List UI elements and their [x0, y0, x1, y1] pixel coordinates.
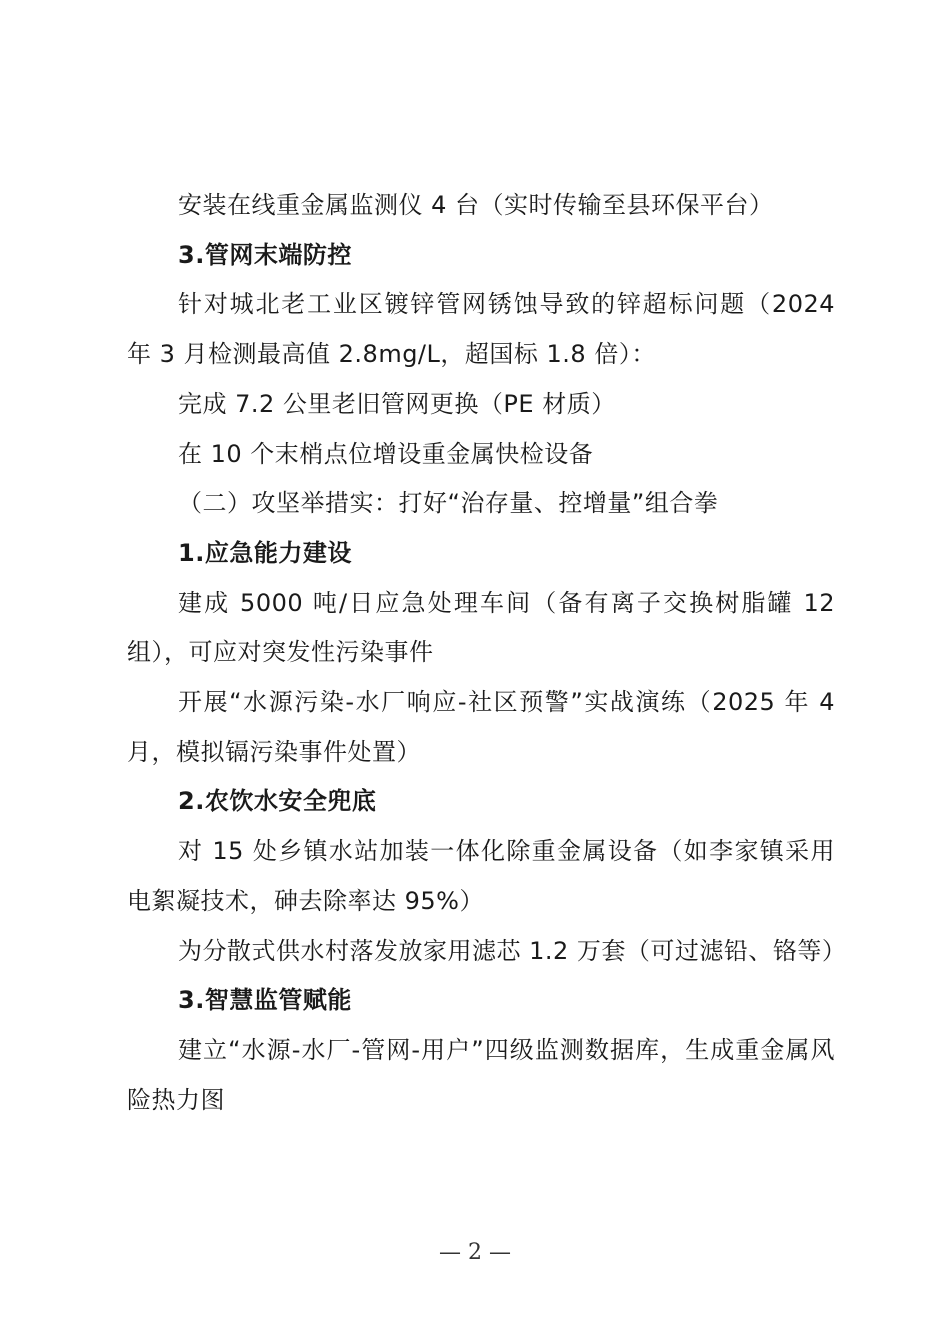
- body-paragraph: 建成 5000 吨/日应急处理车间（备有离子交换树脂罐 12 组），可应对突发性污染事件: [127, 588, 835, 667]
- body-paragraph: 针对城北老工业区镀锌管网锈蚀导致的锌超标问题（2024 年 3 月检测最高值 2.8mg/L，超国标 1.8 倍）：: [127, 290, 835, 369]
- section-heading: 3.管网末端防控: [178, 240, 352, 269]
- page-number: — 2 —: [439, 1240, 511, 1265]
- body-paragraph: 在 10 个末梢点位增设重金属快检设备: [178, 439, 594, 468]
- body-paragraph: 对 15 处乡镇水站加装一体化除重金属设备（如李家镇采用电絮凝技术，砷去除率达 95%）: [127, 837, 835, 915]
- section-heading: 2.农饮水安全兜底: [178, 787, 377, 816]
- body-paragraph: 建立“水源-水厂-管网-用户”四级监测数据库，生成重金属风险热力图: [127, 1035, 835, 1114]
- body-paragraph: 开展“水源污染-水厂响应-社区预警”实战演练（2025 年 4 月，模拟镉污染事件处置）: [127, 688, 835, 766]
- section-heading: 3.智慧监管赋能: [178, 986, 352, 1015]
- body-paragraph: （二）攻坚举措实：打好“治存量、控增量”组合拳: [178, 489, 719, 518]
- document-body: [127, 181, 847, 1125]
- body-paragraph: 完成 7.2 公里老旧管网更换（PE 材质）: [178, 389, 616, 418]
- section-heading: 1.应急能力建设: [178, 538, 352, 567]
- body-paragraph: 为分散式供水村落发放家用滤芯 1.2 万套（可过滤铅、铬等）: [178, 936, 847, 965]
- body-paragraph: 安装在线重金属监测仪 4 台（实时传输至县环保平台）: [178, 191, 774, 219]
